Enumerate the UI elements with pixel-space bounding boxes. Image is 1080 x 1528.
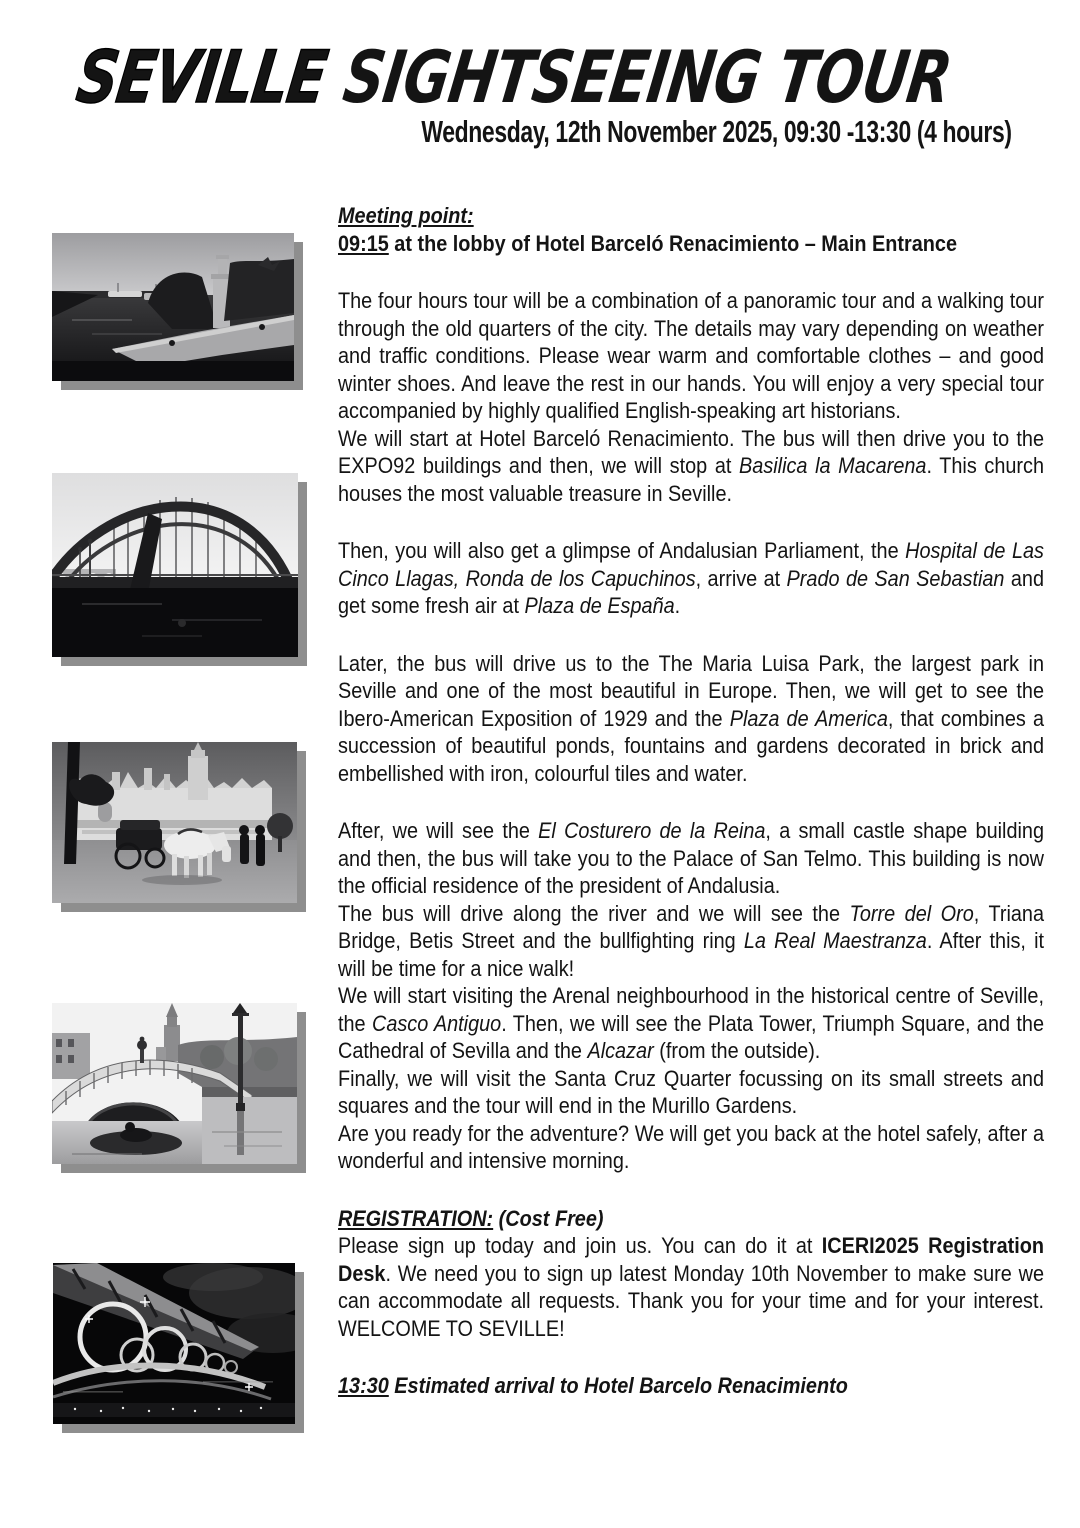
- paragraph-tour-start: We will start at Hotel Barceló Renacimiento. The bus will then drive you to the EXPO92 buildings and then, we will stop at Basilica la Macarena. This church houses the most valuable treasure in Seville.: [338, 425, 1044, 506]
- meeting-point-heading: Meeting point:: [338, 203, 474, 228]
- paragraph-tour-overview: The four hours tour will be a combination of a panoramic tour and a walking tour through the old quarters of the city. The details may vary depending on weather and traffic conditions. Please wear warm and comfortable clothes – and good winter shoes. And leave the rest in our hands. You will enjoy a very special tour accompanied by highly qualified English-speaking art historians.: [338, 288, 1044, 423]
- main-text-column: [338, 202, 1044, 1400]
- paragraph-maria-luisa-park: Later, the bus will drive us to the The Maria Luisa Park, the largest park in Seville and one of the most beautiful in Europe. Then, we will get to see the Ibero-American Exposition of 1929 and the Plaza de America, that combines a succession of beautiful ponds, fountains and gardens decorated in brick and embellished with iron, colourful tiles and water.: [338, 650, 1044, 786]
- plaza-de-espana-bridge-photo: [52, 1003, 297, 1164]
- guadalquivir-river-torre-del-oro-photo: [52, 233, 294, 381]
- registration-heading: REGISTRATION: (Cost Free): [338, 1205, 604, 1231]
- paragraph-river-drive: The bus will drive along the river and we will see the Torre del Oro, Triana Bridge, Betis Street and the bullfighting ring La Real Maestranza. After this, it will be time for a nice walk!: [338, 900, 1045, 981]
- paragraph-arenal-walk: We will start visiting the Arenal neighbourhood in the historical centre of Seville, the Casco Antiguo. Then, we will see the Plata Tower, Triumph Square, and the Cathedral of Sevilla and the Alcazar (from the outside).: [338, 983, 1045, 1063]
- page-title-seville: SEVILLE: [72, 35, 332, 119]
- triana-bridge-night-photo: [53, 1263, 295, 1424]
- paragraph-registration: Please sign up today and join us. You can do it at ICERI2025 Registration Desk. We need you to sign up latest Monday 10th November to make sure we can accommodate all requests. Thank you for your time and for your interest. WELCOME TO SEVILLE!: [338, 1233, 1045, 1341]
- barqueta-bridge-photo: [52, 473, 298, 657]
- paragraph-parliament-route: Then, you will also get a glimpse of Andalusian Parliament, the Hospital de Las Cinco Llagas, Ronda de los Capuchinos, arrive at Prado de San Sebastian and get some fresh air at Plaza de España.: [338, 538, 1044, 618]
- page-title: [72, 34, 956, 120]
- cathedral-horse-carriage-photo: [52, 742, 297, 903]
- paragraph-costurero-san-telmo: After, we will see the El Costurero de la Reina, a small castle shape building and then, the bus will take you to the Palace of San Telmo. This building is now the official residence of the president of Andalusia.: [338, 818, 1044, 898]
- meeting-point-line: 09:15 at the lobby of Hotel Barceló Renacimiento – Main Entrance: [338, 230, 958, 256]
- paragraph-santa-cruz: Finally, we will visit the Santa Cruz Quarter focussing on its small streets and squares and the tour will end in the Murillo Gardens.: [338, 1065, 1044, 1118]
- page-title-rest: SIGHTSEEING TOUR: [319, 35, 957, 119]
- arrival-line: 13:30 Estimated arrival to Hotel Barcelo Renacimiento: [338, 1373, 848, 1398]
- tour-datetime: Wednesday, 12th November 2025, 09:30 -13:30 (4 hours): [421, 114, 1012, 149]
- paragraph-closing: Are you ready for the adventure? We will get you back at the hotel safely, after a wonderful and intensive morning.: [338, 1120, 1044, 1173]
